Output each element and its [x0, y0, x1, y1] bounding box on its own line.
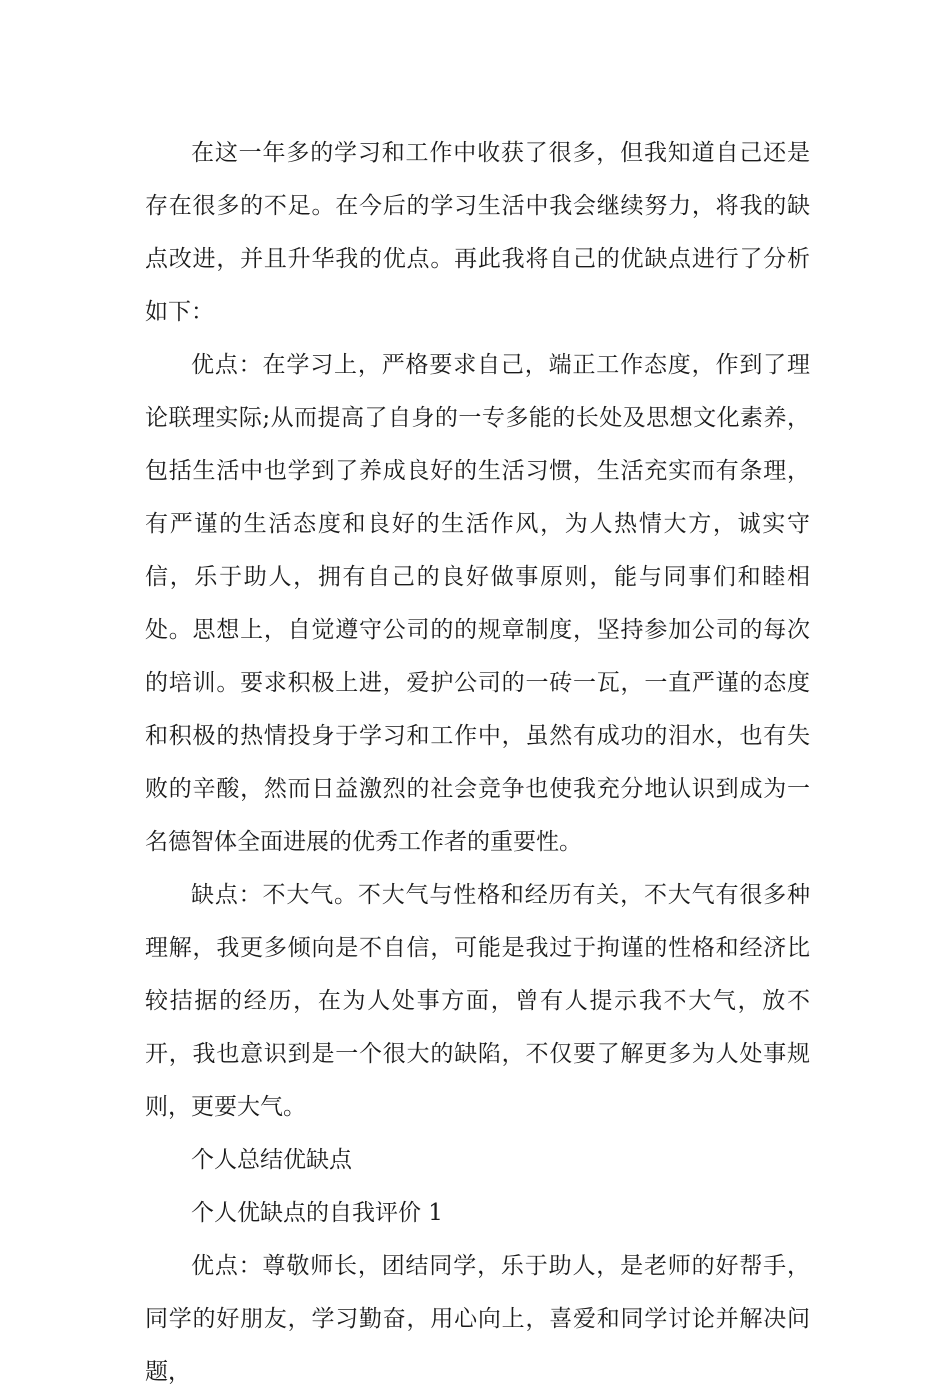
evaluation-paragraph: 优点：尊敬师长，团结同学，乐于助人，是老师的好帮手，同学的好朋友，学习勤奋，用心向上，喜爱和同学讨论并解决问题，	[145, 1253, 810, 1385]
document-body	[145, 127, 810, 1399]
strengths-paragraph: 优点：在学习上，严格要求自己，端正工作态度，作到了理论联理实际;从而提高了自身的一专多能的长处及思想文化素养，包括生活中也学到了养成良好的生活习惯，生活充实而有条理，有严谨的生活态度和良好的生活作风，为人热情大方，诚实守信，乐于助人，拥有自己的良好做事原则，能与同事们和睦相处。思想上，自觉遵守公司的的规章制度，坚持参加公司的每次的培训。要求积极上进，爱护公司的一砖一瓦，一直严谨的态度和积极的热情投身于学习和工作中，虽然有成功的泪水，也有失败的辛酸，然而日益激烈的社会竞争也使我充分地认识到成为一名德智体全面进展的优秀工作者的重要性。	[145, 352, 810, 855]
weaknesses-paragraph: 缺点：不大气。不大气与性格和经历有关，不大气有很多种理解，我更多倾向是不自信，可能是我过于拘谨的性格和经济比较拮据的经历，在为人处事方面，曾有人提示我不大气，放不开，我也意识到是一个很大的缺陷，不仅要了解更多为人处事规则，更要大气。	[145, 882, 810, 1120]
section-heading: 个人总结优缺点	[191, 1147, 352, 1173]
intro-paragraph: 在这一年多的学习和工作中收获了很多，但我知道自己还是存在很多的不足。在今后的学习生活中我会继续努力，将我的缺点改进，并且升华我的优点。再此我将自己的优缺点进行了分析如下：	[145, 140, 810, 325]
subsection-heading: 个人优缺点的自我评价 1	[191, 1200, 443, 1226]
